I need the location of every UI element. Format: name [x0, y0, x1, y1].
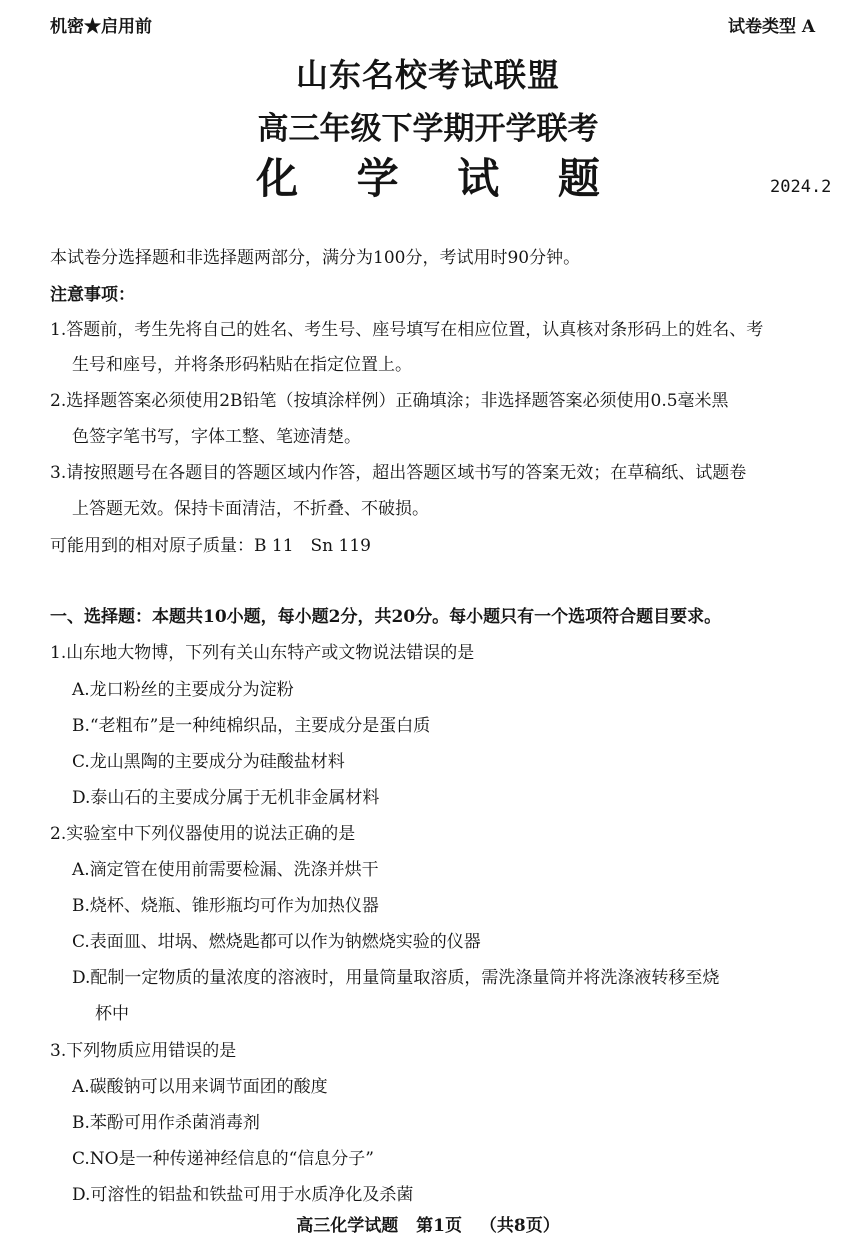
note-line: 色签字笔书写，字体工整、笔迹清楚。	[72, 427, 361, 447]
question-2-option-c: C.表面皿、坩埚、燃烧匙都可以作为钠燃烧实验的仪器	[72, 932, 481, 952]
question-1-option-a: A.龙口粉丝的主要成分为淀粉	[72, 680, 294, 700]
page-footer	[0, 1211, 856, 1236]
exam-name-title: 高三年级下学期开学联考	[257, 111, 599, 147]
notes-heading: 注意事项：	[50, 285, 135, 305]
footer-exam-name: 高三化学试题	[296, 1216, 399, 1236]
note-line: 2.选择题答案必须使用2B铅笔（按填涂样例）正确填涂；非选择题答案必须使用0.5毫米黑	[50, 391, 729, 411]
confidential-label: 机密★启用前	[50, 17, 152, 37]
exam-org-title: 山东名校考试联盟	[295, 56, 560, 94]
exam-date: 2024.2	[770, 177, 832, 197]
footer-total-pages: （共8页）	[479, 1216, 560, 1236]
question-1-option-c: C.龙山黑陶的主要成分为硅酸盐材料	[72, 752, 345, 772]
question-1-option-d: D.泰山石的主要成分属于无机非金属材料	[72, 788, 380, 808]
question-1-stem: 1.山东地大物博，下列有关山东特产或文物说法错误的是	[50, 643, 475, 663]
section1-heading: 一、选择题：本题共10小题，每小题2分，共20分。每小题只有一个选项符合题目要求。	[50, 607, 722, 627]
question-2-option-b: B.烧杯、烧瓶、锥形瓶均可作为加热仪器	[72, 896, 379, 916]
subject-title: 化 学 试 题	[256, 154, 622, 203]
question-2-option-d: D.配制一定物质的量浓度的溶液时，用量筒量取溶质，需洗涤量筒并将洗涤液转移至烧	[72, 968, 720, 988]
question-1-option-b: B.“老粗布”是一种纯棉织品，主要成分是蛋白质	[72, 716, 431, 736]
note-line: 3.请按照题号在各题目的答题区域内作答，超出答题区域书写的答案无效；在草稿纸、试题卷	[50, 463, 747, 483]
question-3-option-b: B.苯酚可用作杀菌消毒剂	[72, 1113, 260, 1133]
question-2-stem: 2.实验室中下列仪器使用的说法正确的是	[50, 824, 356, 844]
note-line: 1.答题前，考生先将自己的姓名、考生号、座号填写在相应位置，认真核对条形码上的姓名、考	[50, 320, 764, 340]
question-3-option-c: C.NO是一种传递神经信息的“信息分子”	[72, 1149, 374, 1169]
note-line: 上答题无效。保持卡面清洁，不折叠、不破损。	[72, 499, 429, 519]
question-2-option-d-continued: 杯中	[95, 1004, 129, 1024]
atomic-mass-line: 可能用到的相对原子质量：B 11 Sn 119	[50, 536, 371, 556]
question-3-stem: 3.下列物质应用错误的是	[50, 1041, 237, 1061]
question-3-option-d: D.可溶性的铝盐和铁盐可用于水质净化及杀菌	[72, 1185, 414, 1205]
intro-text: 本试卷分选择题和非选择题两部分，满分为100分，考试用时90分钟。	[50, 248, 581, 268]
note-line: 生号和座号，并将条形码粘贴在指定位置上。	[72, 355, 412, 375]
paper-type-label: 试卷类型 A	[728, 17, 816, 37]
question-3-option-a: A.碳酸钠可以用来调节面团的酸度	[72, 1077, 328, 1097]
question-2-option-a: A.滴定管在使用前需要检漏、洗涤并烘干	[72, 860, 379, 880]
footer-page-number: 第1页	[416, 1216, 462, 1236]
